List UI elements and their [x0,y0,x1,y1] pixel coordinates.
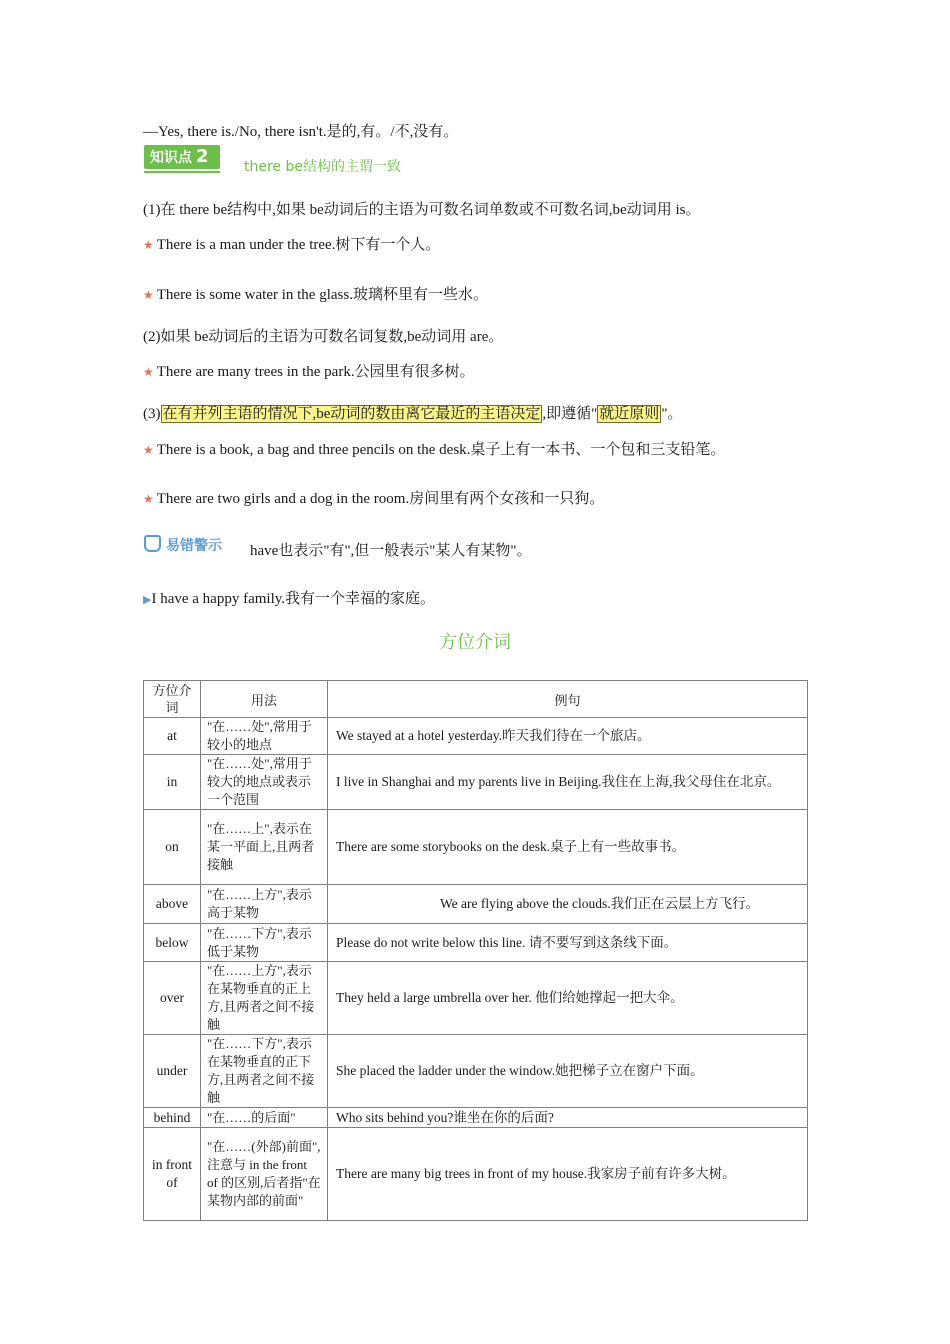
triangle-right-icon: ▶ [143,594,152,606]
bell-icon [144,535,161,552]
example-5: ★ There are two girls and a dog in the room.房间里有两个女孩和一只狗。 [143,491,605,507]
table-header: 方位介词 [144,681,201,718]
knowledge-point-badge [144,145,220,169]
table-row: below "在……下方",表示低于某物 Please do not write below this line. 请不要写到这条线下面。 [144,924,808,962]
table-row: in front of "在……(外部)前面",注意与 in the front of 的区别,后者指"在某物内部的前面" There are many big trees in front of my house.我家房子前有许多大树。 [144,1128,808,1221]
section-title: 方位介词 [439,632,511,653]
example-3: ★ There are many trees in the park.公园里有很多树。 [143,364,475,380]
table-header: 用法 [201,681,328,718]
table-row: behind "在……的后面" Who sits behind you?谁坐在你的后面? [144,1108,808,1128]
star-icon: ★ [143,443,154,457]
table-row: over "在……上方",表示在某物垂直的正上方,且两者之间不接触 They held a large umbrella over her. 他们给她撑起一把大伞。 [144,962,808,1035]
error-warning-label: 易错警示 [144,535,222,555]
table-row: under "在……下方",表示在某物垂直的正下方,且两者之间不接触 She placed the ladder under the window.她把梯子立在窗户下面。 [144,1035,808,1108]
star-icon: ★ [143,492,154,506]
example-4: ★ There is a book, a bag and three pencils on the desk.桌子上有一本书、一个包和三支铅笔。 [143,442,726,458]
table-row: on "在……上",表示在某一平面上,且两者接触 There are some storybooks on the desk.桌子上有一些故事书。 [144,810,808,885]
badge-number: 2 [196,146,209,167]
example-2: ★ There is some water in the glass.玻璃杯里有一些水。 [143,287,488,303]
table-row: at "在……处",常用于较小的地点 We stayed at a hotel yesterday.昨天我们待在一个旅店。 [144,718,808,755]
warning-text: have也表示"有",但一般表示"某人有某物"。 [250,543,532,559]
badge-label: 知识点 [150,150,192,166]
dialogue-answer: —Yes, there is./No, there isn't.是的,有。/不,没有。 [143,124,459,140]
highlight-proximity-principle: 就近原则 [599,406,660,422]
knowledge-point-title: there be结构的主谓一致 [244,159,401,175]
table-row: in "在……处",常用于较大的地点或表示一个范围 I live in Shanghai and my parents live in Beijing.我住在上海,我父母住在北京。 [144,755,808,810]
example-1: ★ There is a man under the tree.树下有一个人。 [143,237,441,253]
rule-1: (1)在 there be结构中,如果 be动词后的主语为可数名词单数或不可数名词,be动词用 is。 [143,202,701,218]
rule-2: (2)如果 be动词后的主语为可数名词复数,be动词用 are。 [143,329,504,345]
star-icon: ★ [143,288,154,302]
warning-example: ▶I have a happy family.我有一个幸福的家庭。 [143,591,436,607]
star-icon: ★ [143,238,154,252]
prepositions-table [143,680,808,1221]
table-header: 例句 [328,681,808,718]
highlight-nearest-subject: 在有并列主语的情况下,be动词的数由离它最近的主语决定 [162,406,541,422]
table-row: above "在……上方",表示高于某物 We are flying above the clouds.我们正在云层上方飞行。 [144,885,808,924]
badge-divider [144,171,220,173]
star-icon: ★ [143,365,154,379]
rule-3: (3) 在有并列主语的情况下,be动词的数由离它最近的主语决定 ,即遵循" 就近原则 "。 [143,406,683,422]
